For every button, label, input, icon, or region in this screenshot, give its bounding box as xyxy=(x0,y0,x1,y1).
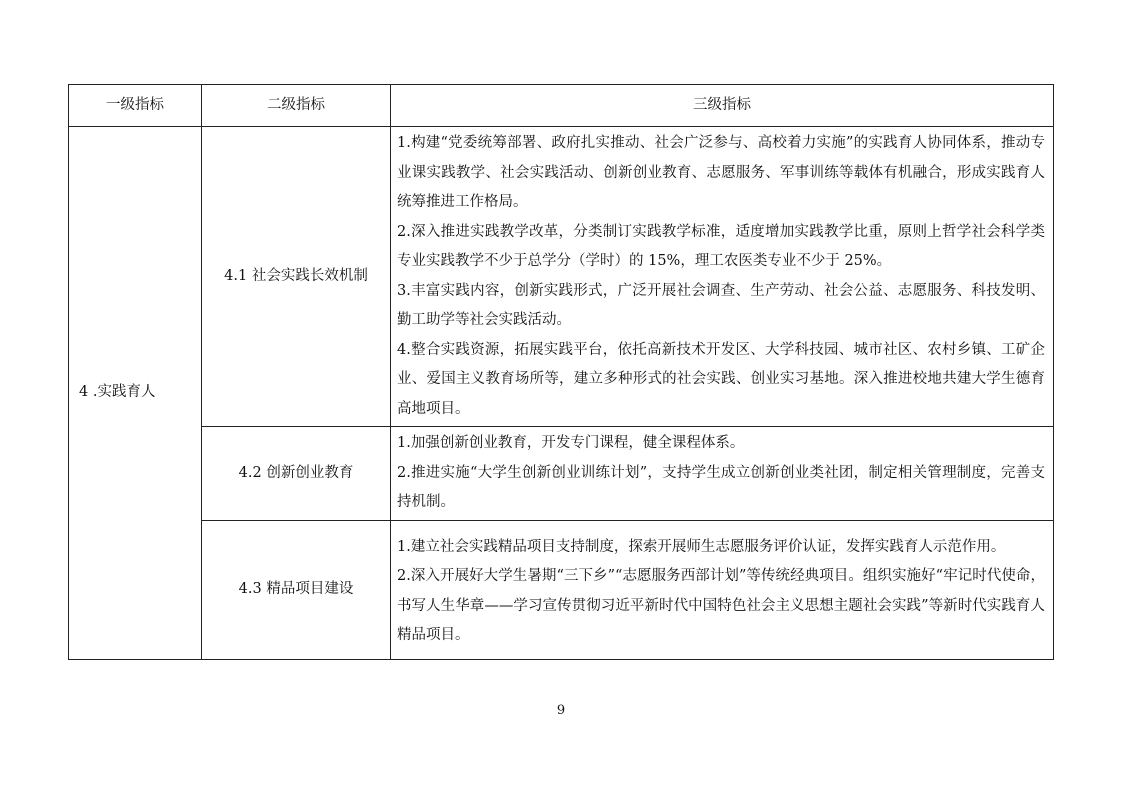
table-header-row xyxy=(69,85,1054,127)
indicator-item: 1.加强创新创业教育，开发专门课程，健全课程体系。 xyxy=(397,435,745,451)
indicator-item: 2.深入推进实践教学改革，分类制订实践教学标准，适度增加实践教学比重，原则上哲学社会科学类专业实践教学不少于总学分（学时）的 15%，理工农医类专业不少于 25%。 xyxy=(397,223,1045,269)
header-level3: 三级指标 xyxy=(391,85,1054,127)
indicator-table xyxy=(68,84,1054,660)
level1-cell: 4 .实践育人 xyxy=(69,127,202,660)
table-row xyxy=(69,427,1054,521)
indicator-item: 2.深入开展好大学生暑期“三下乡”“志愿服务西部计划”等传统经典项目。组织实施好“牢记时代使命，书写人生华章——学习宣传贯彻习近平新时代中国特色社会主义思想主题社会实践”等新时代实践育人精品项目。 xyxy=(397,568,1045,643)
table-row xyxy=(69,520,1054,659)
header-level1: 一级指标 xyxy=(69,85,202,127)
level2-cell: 4.2 创新创业教育 xyxy=(202,427,391,521)
level3-cell xyxy=(391,520,1054,659)
indicator-item: 1.构建“党委统筹部署、政府扎实推动、社会广泛参与、高校着力实施”的实践育人协同体系，推动专业课实践教学、社会实践活动、创新创业教育、志愿服务、军事训练等载体有机融合，形成实践育人统筹推进工作格局。 xyxy=(397,135,1045,210)
indicator-item: 1.建立社会实践精品项目支持制度，探索开展师生志愿服务评价认证，发挥实践育人示范作用。 xyxy=(397,538,1006,555)
table-row xyxy=(69,127,1054,427)
header-level2: 二级指标 xyxy=(202,85,391,127)
indicator-item: 3.丰富实践内容，创新实践形式，广泛开展社会调查、生产劳动、社会公益、志愿服务、科技发明、勤工助学等社会实践活动。 xyxy=(397,282,1045,328)
level3-cell xyxy=(391,427,1054,521)
indicator-item: 2.推进实施“大学生创新创业训练计划”，支持学生成立创新创业类社团，制定相关管理制度，完善支持机制。 xyxy=(397,464,1045,510)
level2-cell: 4.1 社会实践长效机制 xyxy=(202,127,391,427)
indicator-item: 4.整合实践资源，拓展实践平台，依托高新技术开发区、大学科技园、城市社区、农村乡镇、工矿企业、爱国主义教育场所等，建立多种形式的社会实践、创业实习基地。深入推进校地共建大学生德育高地项目。 xyxy=(397,341,1045,417)
level3-cell xyxy=(391,127,1054,427)
page-number: 9 xyxy=(556,703,566,718)
level2-cell: 4.3 精品项目建设 xyxy=(202,520,391,659)
